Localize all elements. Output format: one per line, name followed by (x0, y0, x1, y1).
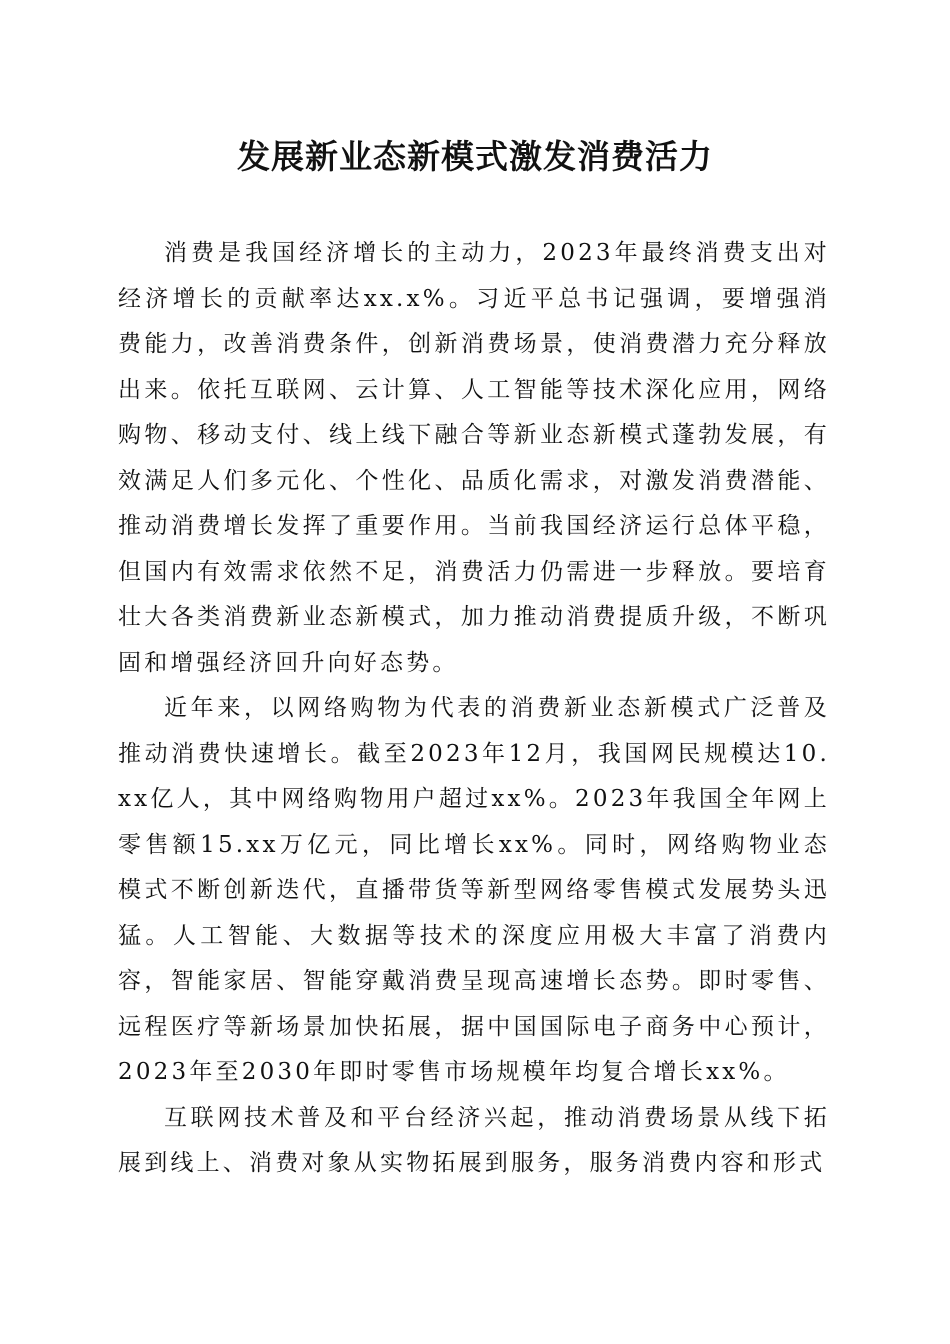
paragraph-3: 互联网技术普及和平台经济兴起，推动消费场景从线下拓展到线上、消费对象从实物拓展到服务，服务消费内容和形式 (118, 1104, 830, 1176)
paragraph-1: 消费是我国经济增长的主动力，2023年最终消费支出对经济增长的贡献率达xx.x%。习近平总书记强调，要增强消费能力，改善消费条件，创新消费场景，使消费潜力充分释放出来。依托互联网、云计算、人工智能等技术深化应用，网络购物、移动支付、线上线下融合等新业态新模式蓬勃发展，有效满足人们多元化、个性化、品质化需求，对激发消费潜能、推动消费增长发挥了重要作用。当前我国经济运行总体平稳，但国内有效需求依然不足，消费活力仍需进一步释放。要培育壮大各类消费新业态新模式，加力推动消费提质升级，不断巩固和增强经济回升向好态势。 (118, 240, 830, 676)
paragraph-2: 近年来，以网络购物为代表的消费新业态新模式广泛普及推动消费快速增长。截至2023年12月，我国网民规模达10.xx亿人，其中网络购物用户超过xx%。2023年我国全年网上零售额15.xx万亿元，同比增长xx%。同时，网络购物业态模式不断创新迭代，直播带货等新型网络零售模式发展势头迅猛。人工智能、大数据等技术的深度应用极大丰富了消费内容，智能家居、智能穿戴消费呈现高速增长态势。即时零售、远程医疗等新场景加快拓展，据中国国际电子商务中心预计，2023年至2030年即时零售市场规模年均复合增长xx%。 (118, 695, 830, 1085)
document-body (118, 231, 830, 1187)
document-title: 发展新业态新模式激发消费活力 (237, 137, 713, 176)
